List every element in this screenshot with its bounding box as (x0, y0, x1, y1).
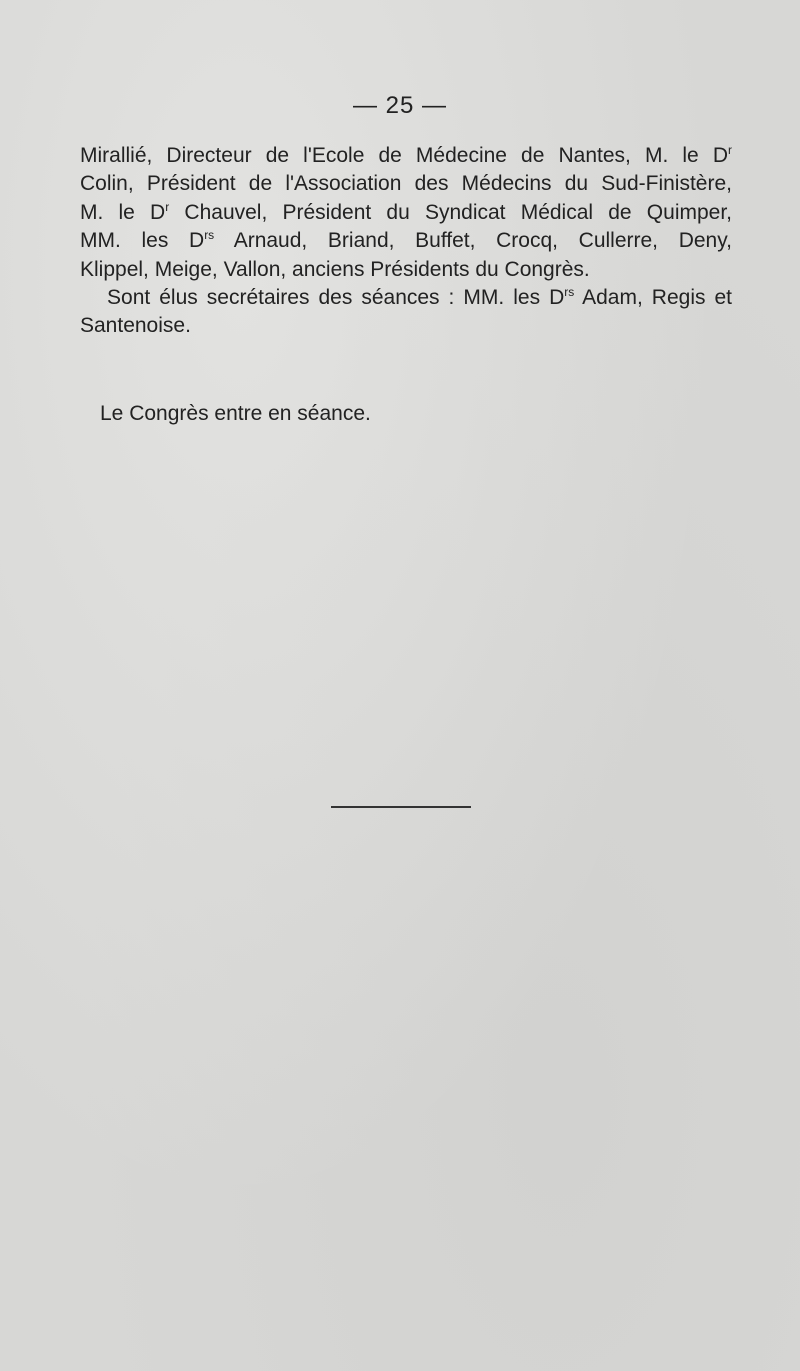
body-text (80, 142, 732, 341)
text-run: M. le D (80, 200, 166, 224)
text-line (80, 199, 732, 227)
page-number: — 25 — (352, 92, 448, 119)
text-line (80, 227, 732, 255)
horizontal-rule (331, 806, 471, 808)
text-run: MM. les D (80, 229, 205, 253)
text-line: Colin, Président de l'Association des Médecins du Sud-Finistère, (80, 172, 732, 196)
superscript: r (728, 143, 732, 157)
text-line: Santenoise. (80, 314, 191, 338)
text-line (80, 142, 732, 170)
text-run: Mirallié, Directeur de l'Ecole de Médecine de Nantes, M. le D (80, 144, 728, 167)
paragraph-secretaries (80, 284, 732, 341)
superscript: rs (564, 285, 575, 300)
superscript: rs (204, 228, 215, 243)
text-run: Arnaud, Briand, Buffet, Crocq, Cullerre, Deny, (214, 229, 732, 253)
text-line: Klippel, Meige, Vallon, anciens Présidents du Congrès. (80, 257, 590, 281)
text-run: Adam, Regis et (574, 286, 733, 310)
text-run: Sont élus secrétaires des séances : MM. les D (107, 286, 565, 310)
text-run: Chauvel, Président du Syndicat Médical de Quimper, (169, 200, 733, 224)
text-line (80, 284, 732, 312)
paragraph-attendees (80, 142, 732, 284)
closing-sentence: Le Congrès entre en séance. (100, 402, 371, 425)
superscript: r (165, 199, 170, 214)
